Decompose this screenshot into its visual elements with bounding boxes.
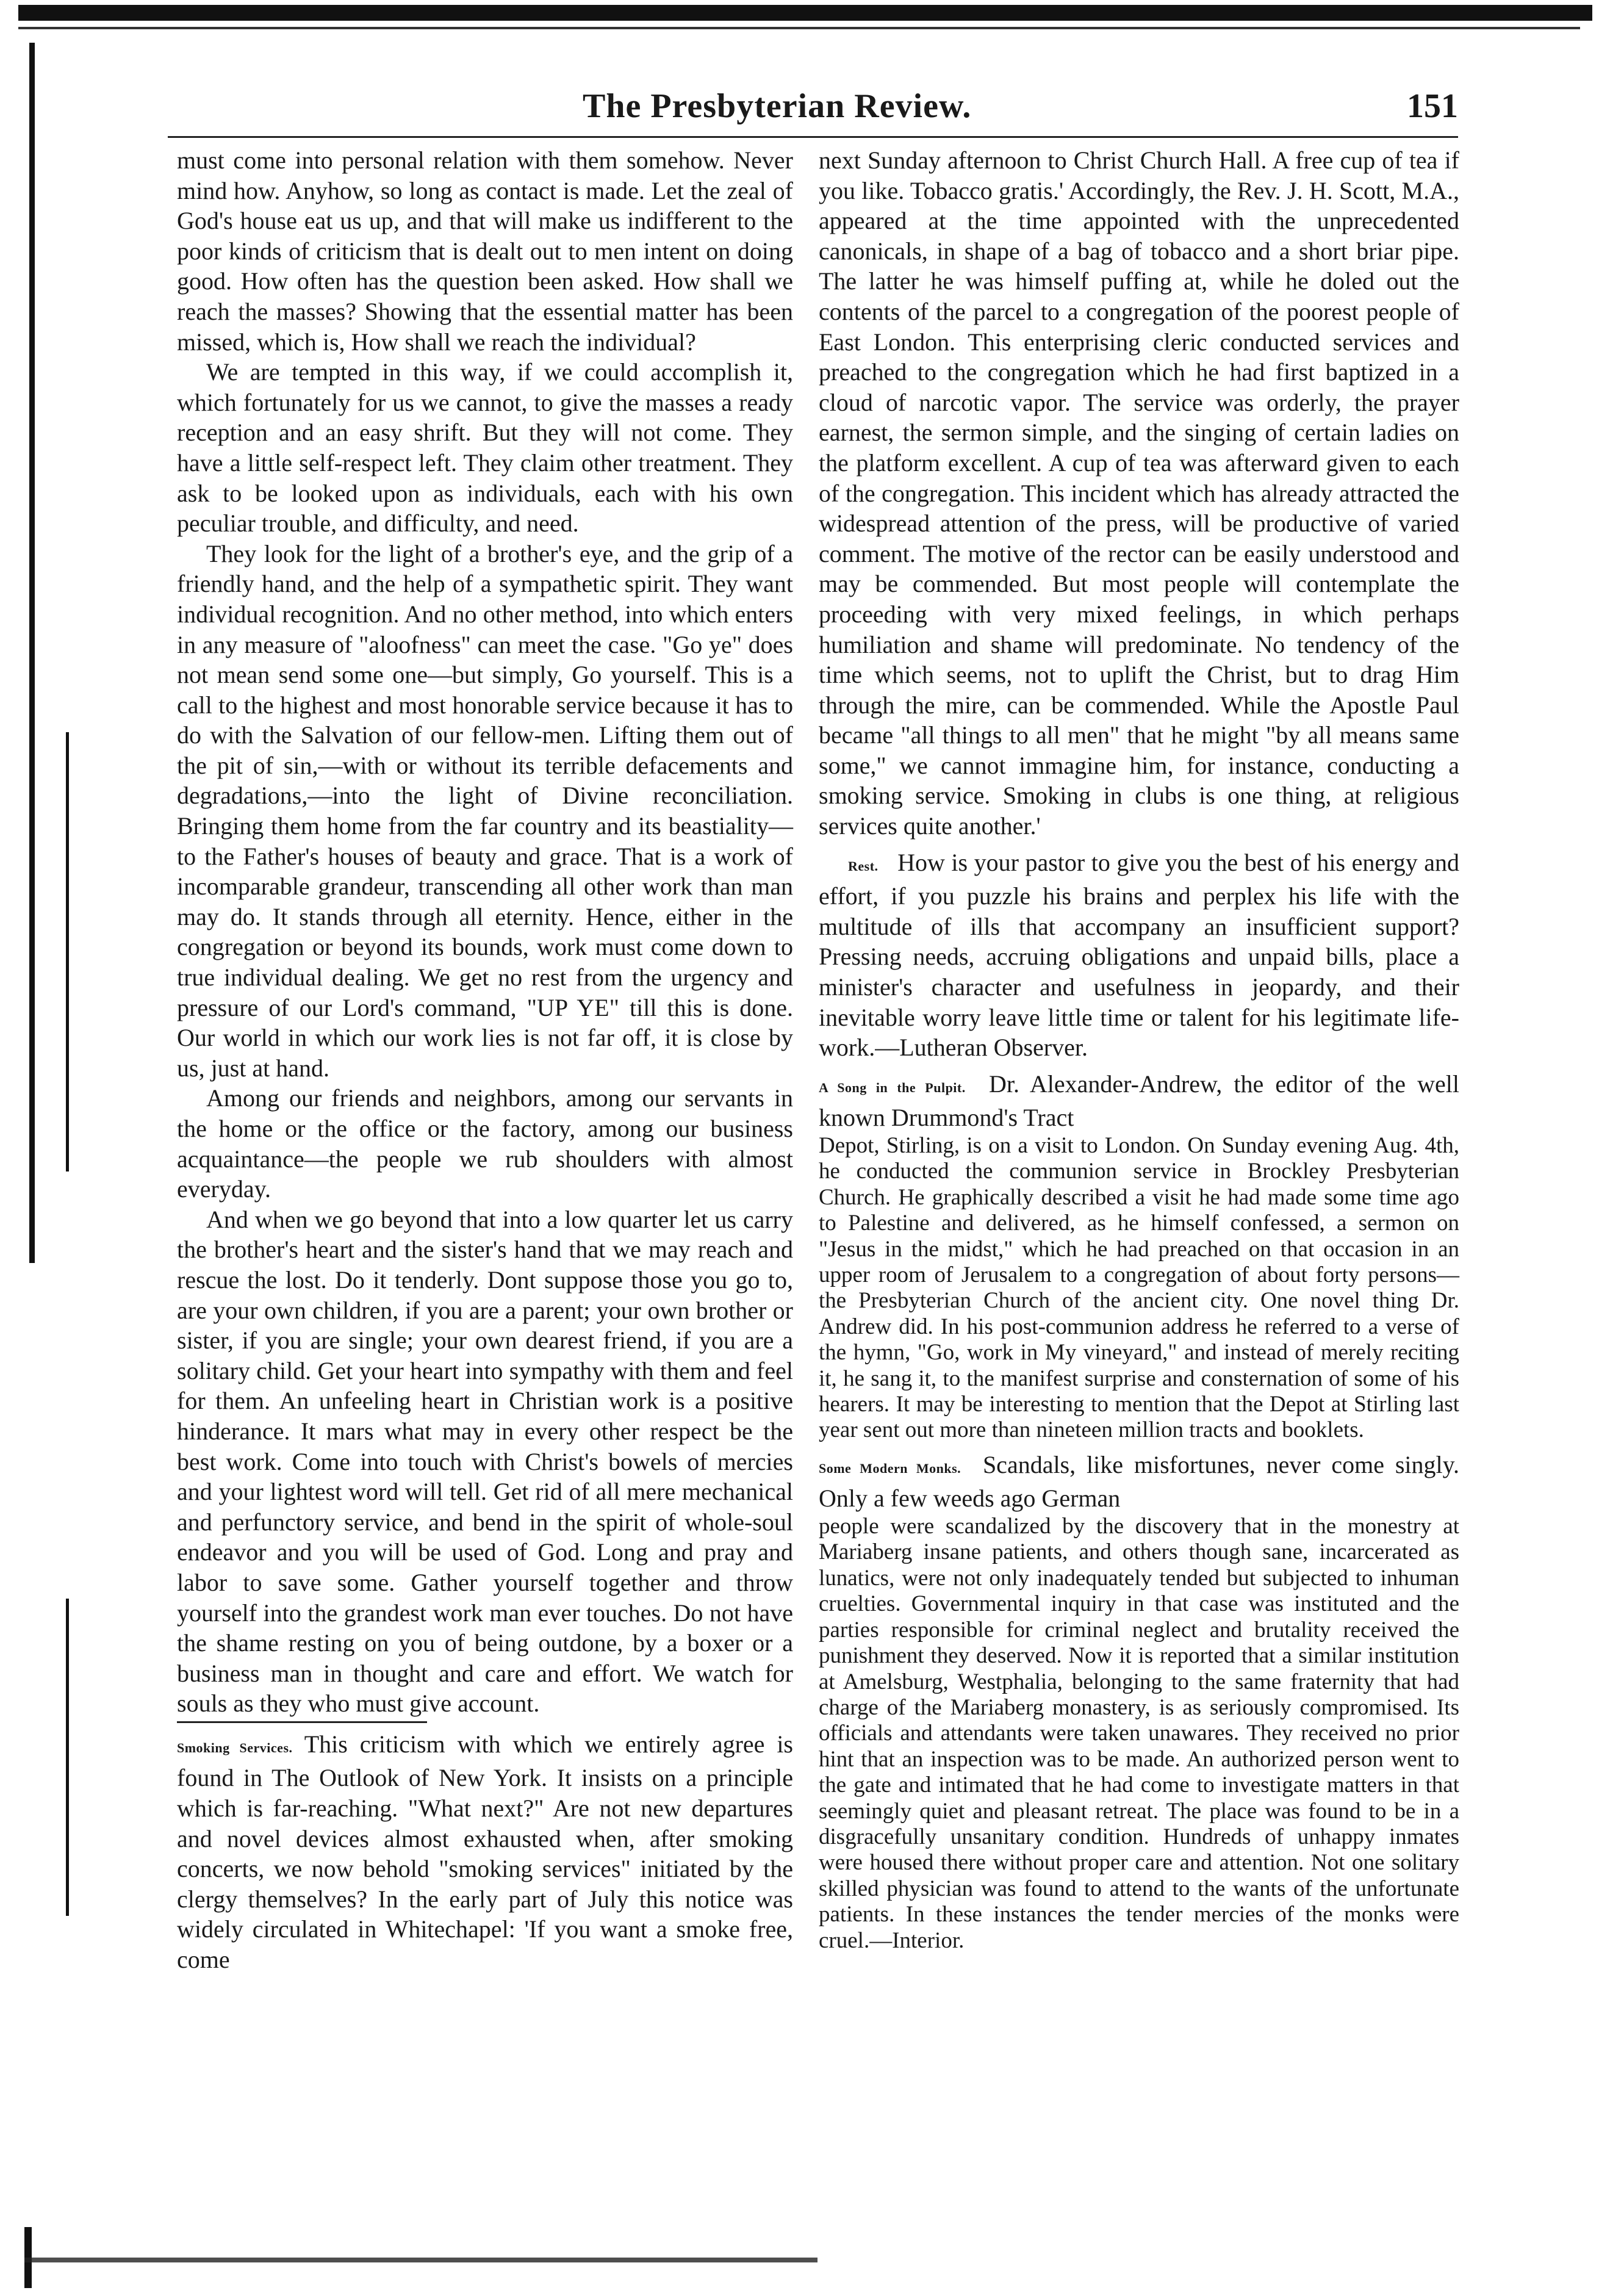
right-column <box>819 145 1459 1954</box>
paragraph: must come into personal relation with them somehow. Never mind how. Anyhow, so long as contact is made. Let the zeal of God's house eat us up, and that will make us indifferent to the poor kinds of criticism that is dealt out to men intent on doing good. How often has the question been asked. How shall we reach the masses? Showing that the essential matter has been missed, which is, How shall we reach the individual? <box>177 146 793 356</box>
left-column <box>177 145 793 1975</box>
top-border-thin-rule <box>18 27 1580 29</box>
smoking-services-text: This criticism with which we entirely agree is found in The Outlook of New York. It insists on a principle which is far-reaching. "What next?" Are not new departures and novel devices almost exhausted when, after smoking concerts, we now behold "smoking services" initiated by the clergy themselves? In the early part of July this notice was widely circulated in Whitechapel: 'If you want a smoke free, come <box>177 1730 793 1974</box>
page-header <box>583 87 1458 129</box>
song-text-lead: Dr. Alexander-Andrew, the editor of the well known Drummond's Tract <box>819 1070 1460 1132</box>
left-scan-mark <box>66 732 69 1171</box>
rest-text: How is your pastor to give you the best of his energy and effort, if you puzzle his brains and perplex his life with the multitude of ills that accompany an insufficient support? Pressing needs, accruing obligations and unpaid bills, place a minister's character and usefulness in jeopardy, and their inevitable worry leave little time or talent for his legitimate life-work.—Lutheran Observer. <box>819 848 1460 1062</box>
modern-monks-section <box>819 1450 1459 1514</box>
paragraph: And when we go beyond that into a low quarter let us carry the brother's heart and the sister's hand that we may reach and rescue the lost. Do it tenderly. Dont suppose those you go to, are your own children, if you are a parent; your own brother or sister, if you are single; your own dearest friend, if you are a solitary child. Get your heart into sympathy with them and feel for them. An unfeeling heart in Christian work is a positive hinderance. It mars what may in every other respect be the best work. Come into touch with Christ's bowels of mercies and your lightest word will tell. Get rid of all mere mechanical and perfunctory service, and bend in the spirit of whole-soul endeavor and you will be used of God. Long and pray and labor to save some. Gather yourself together and throw yourself into the grandest work man ever touches. Do not have the shame resting on you of being outdone, by a boxer or a business man in thought and care and effort. We watch for souls as they who must give account. <box>177 1205 793 1718</box>
paragraph: They look for the light of a brother's eye, and the grip of a friendly hand, and the help of a sympathetic spirit. They want individual recognition. And no other method, into which enters in any measure of "aloofness" can meet the case. "Go ye" does not mean send some one—but simply, Go yourself. This is a call to the highest and most honorable service because it has to do with the Salvation of our fellow-men. Lifting them out of the pit of sin,—with or without its terrible defacements and degradations,—into the light of Divine reconciliation. Bringing them home from the far country and its beastiality—to the Father's houses of beauty and grace. That is a work of incomparable grandeur, transcending all other work than man may do. It stands through all eternity. Hence, either in the congregation or beyond its bounds, work must come down to true individual dealing. We get no rest from the urgency and pressure of our Lord's command, "UP YE" till this is done. Our world in which our work lies is not far off, it is close by us, just at hand. <box>177 539 793 1082</box>
bottom-scan-edge <box>24 2258 817 2262</box>
left-scan-edge <box>29 43 35 1263</box>
song-text: Depot, Stirling, is on a visit to London. On Sunday evening Aug. 4th, he conducted the communion service in Brockley Presbyterian Church. He graphically described a visit he had made some time ago to Palestine and delivered, as he himself confessed, a sermon on "Jesus in the midst," which he had preached on that occasion in an upper room of Jerusalem to a congregation of about forty persons—the Presbyterian Church of the ancient city. One novel thing Dr. Andrew did. In his post-communion address he referred to a verse of the hymn, "Go, work in My vineyard," and instead of merely reciting it, he sang it, to the manifest surprise and consternation of some of his hearers. It may be interesting to mention that the Depot at Stirling last year sent out more than nineteen million tracts and booklets. <box>819 1133 1459 1443</box>
song-in-pulpit-section <box>819 1069 1459 1133</box>
side-heading-modern-monks <box>819 1461 961 1476</box>
header-rule <box>168 136 1458 138</box>
side-heading-song-line1: A Song in the <box>819 1079 916 1095</box>
paragraph: Among our friends and neighbors, among our servants in the home or the office or the factory, among our business acquaintance—the people we rub shoulders with almost everyday. <box>177 1084 793 1203</box>
side-heading-song-line2: Pulpit. <box>925 1079 966 1095</box>
side-heading-monks-line2: Monks. <box>916 1460 961 1476</box>
paragraph: We are tempted in this way, if we could accomplish it, which fortunately for us we cannot, to give the masses a ready reception and an easy shrift. But they will not come. They have a little self-respect left. They claim other treatment. They ask to be looked upon as individuals, each with his own peculiar trouble, and difficulty, and need. <box>177 358 793 538</box>
monks-text-lead: Scandals, like misfortunes, never come singly. Only a few weeds ago German <box>819 1450 1460 1513</box>
monks-text: people were scandalized by the discovery that in the monestry at Mariaberg insane patients, and others though sane, incarcerated as lunatics, were not only inadequately tended but subjected to inhuman cruelties. Governmental inquiry in that case was instituted and the parties responsible for criminal neglect and brutality received the punishment they deserved. Now it is reported that a similar institution at Amelsburg, Westphalia, belonging to the same fraternity that had charge of the Mariaberg monastery, is as seriously compromised. Its officials and attendants were taken unawares. They received no prior hint that an inspection was to be made. An authorized person went to the gate and intimated that he had come to investigate matters in that seemingly quiet and pleasant retreat. The place was found to be in a disgracefully unsanitary condition. Hundreds of unhappy inmates were housed there without proper care and attention. Not one solitary skilled physician was found to attend to the wants of the unfortunate patients. In these instances the tender mercies of the monks were cruel.—Interior. <box>819 1514 1459 1953</box>
left-scan-mark-lower <box>66 1599 69 1916</box>
page-number: 151 <box>1407 87 1458 125</box>
paragraph: next Sunday afternoon to Christ Church Hall. A free cup of tea if you like. Tobacco gratis.' Accordingly, the Rev. J. H. Scott, M.A., appeared at the time appointed with the unprecedented canonicals, in shape of a bag of tobacco and a short briar pipe. The latter he was himself puffing at, while he doled out the contents of the parcel to a congregation of the poorest people of East London. This enterprising cleric conducted services and preached to the congregation which he had first baptized in a cloud of narcotic vapor. The service was orderly, the prayer earnest, the sermon simple, and the singing of certain ladies on the platform excellent. A cup of tea was afterward given to each of the congregation. This incident which has already attracted the widespread attention of the press, will be productive of varied comment. The motive of the rector can be easily understood and may be commended. But most people will contemplate the proceeding with very mixed feelings, in which perhaps humiliation and shame will predominate. No tendency of the time which seems, not to uplift the Christ, but to drag Him through the mire, can be commended. While the Apostle Paul became "all things to all men" that he might "by all means same some," we cannot immagine him, for instance, conducting a smoking service. Smoking in clubs is one thing, at religious services quite another.' <box>819 146 1459 840</box>
smoking-services-section <box>177 1729 793 1975</box>
side-heading-monks-line1: Some Modern <box>819 1460 908 1476</box>
section-divider <box>177 1721 427 1723</box>
journal-title: The Presbyterian Review. <box>583 87 972 125</box>
side-heading-smoking-services: Smoking Services. <box>177 1740 293 1755</box>
top-border-rule <box>18 5 1592 21</box>
rest-section <box>819 848 1459 1063</box>
side-heading-song-in-pulpit <box>819 1080 966 1095</box>
side-heading-rest: Rest. <box>848 858 879 874</box>
